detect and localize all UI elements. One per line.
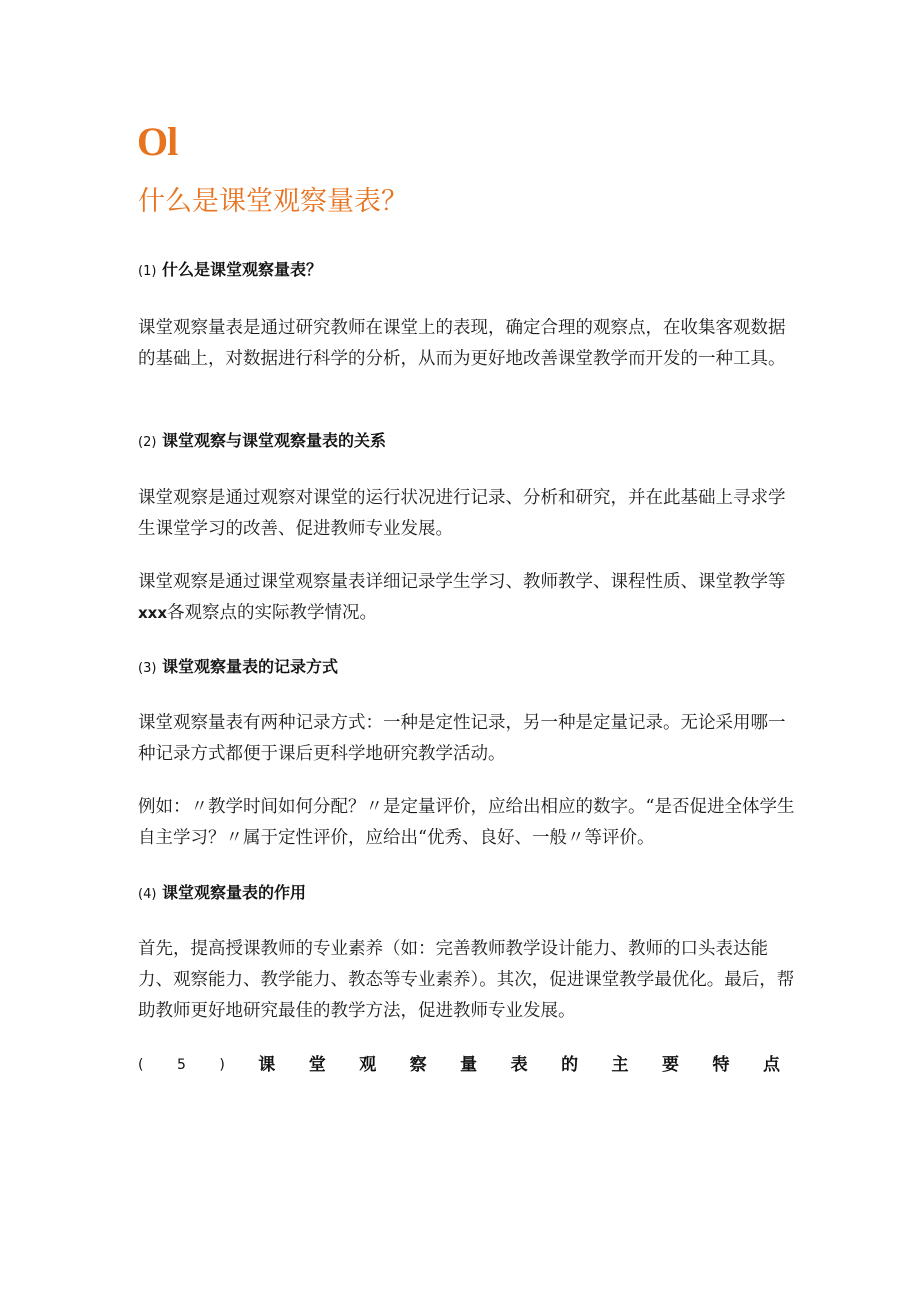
heading-5-char: 察 bbox=[409, 1055, 427, 1075]
heading-5-char: 课 bbox=[258, 1055, 276, 1075]
paragraph-1-1: 课堂观察量表是通过研究教师在课堂上的表现，确定合理的观察点，在收集客观数据的基础上，对数据进行科学的分析，从而为更好地改善课堂教学而开发的一种工具。 bbox=[138, 318, 786, 369]
heading-5-char: 点 bbox=[762, 1055, 780, 1075]
paragraph-4-1: 首先，提高授课教师的专业素养（如：完善教师教学设计能力、教师的口头表达能力、观察能力、教学能力、教态等专业素养）。其次，促进课堂教学最优化。最后，帮助教师更好地研究最佳的教学方法，促进教师专业发展。 bbox=[138, 939, 795, 1021]
heading-5-char: ( bbox=[138, 1057, 144, 1073]
paragraph-2-2-text-a: 课堂观察是通过课堂观察量表详细记录学生学习、教师教学、课程性质、课堂教学等 bbox=[138, 572, 786, 592]
heading-1-number: (1) bbox=[138, 264, 157, 279]
paragraph-3-2: 例如：〃教学时间如何分配？〃是定量评价，应给出相应的数字。“是否促进全体学生自主学习？〃属于定性评价，应给出“优秀、良好、一般〃等评价。 bbox=[138, 797, 795, 848]
heading-1-text: 什么是课堂观察量表？ bbox=[162, 260, 323, 279]
heading-5-char: 堂 bbox=[308, 1055, 326, 1075]
heading-5-char: 主 bbox=[611, 1055, 629, 1075]
heading-4 bbox=[138, 882, 306, 906]
heading-3 bbox=[138, 656, 338, 680]
paragraph-2-2-text-b: 各观察点的实际教学情况。 bbox=[167, 603, 378, 623]
heading-3-text: 课堂观察量表的记录方式 bbox=[162, 657, 339, 676]
heading-1 bbox=[138, 259, 322, 283]
heading-2 bbox=[138, 430, 386, 454]
heading-5-char: ) bbox=[219, 1057, 225, 1073]
heading-2-text: 课堂观察与课堂观察量表的关系 bbox=[162, 431, 387, 450]
heading-5-char: 观 bbox=[359, 1055, 377, 1075]
section-number: Ol bbox=[137, 119, 178, 164]
heading-5 bbox=[138, 1053, 780, 1077]
heading-5-char: 要 bbox=[662, 1055, 680, 1075]
paragraph-3-1: 课堂观察量表有两种记录方式：一种是定性记录，另一种是定量记录。无论采用哪一种记录方式都便于课后更科学地研究教学活动。 bbox=[138, 713, 786, 764]
heading-4-text: 课堂观察量表的作用 bbox=[162, 883, 307, 902]
heading-5-char: 特 bbox=[712, 1055, 730, 1075]
heading-5-char: 表 bbox=[510, 1055, 528, 1075]
heading-5-char: 量 bbox=[460, 1055, 478, 1075]
heading-4-number: (4) bbox=[138, 887, 157, 902]
placeholder-xxx: xxx bbox=[138, 604, 168, 622]
heading-5-char: 的 bbox=[561, 1055, 579, 1075]
paragraph-2-2 bbox=[138, 567, 798, 629]
heading-3-number: (3) bbox=[138, 661, 157, 676]
heading-2-number: (2) bbox=[138, 435, 157, 450]
page-title: 什么是课堂观察量表？ bbox=[138, 186, 408, 217]
heading-5-char: 5 bbox=[176, 1057, 186, 1073]
paragraph-2-1: 课堂观察是通过观察对课堂的运行状况进行记录、分析和研究，并在此基础上寻求学生课堂学习的改善、促进教师专业发展。 bbox=[138, 488, 786, 539]
